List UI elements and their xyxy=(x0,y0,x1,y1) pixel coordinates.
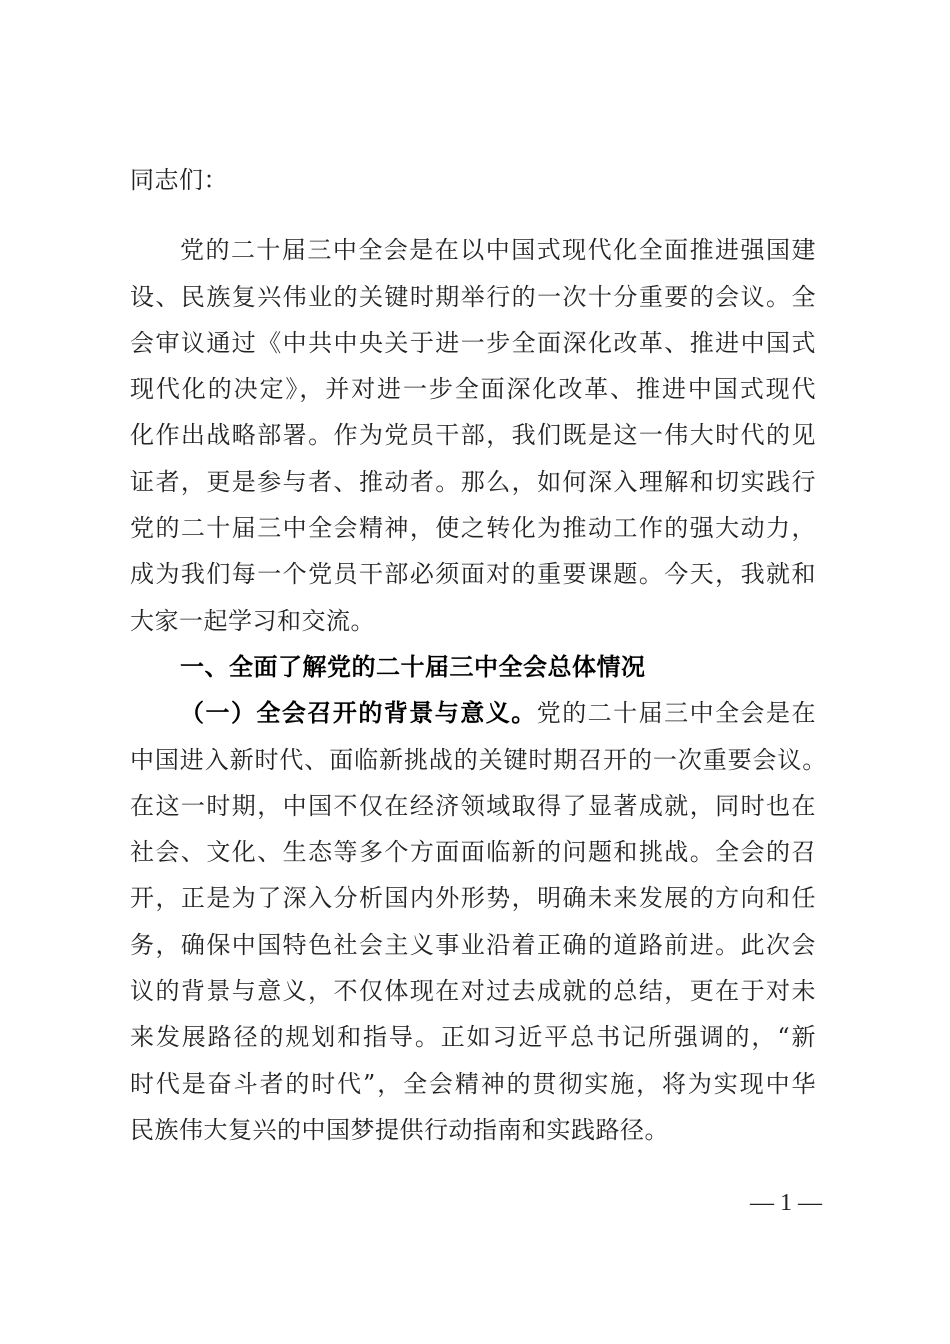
section-heading: 一、全面了解党的二十届三中全会总体情况 xyxy=(180,652,646,681)
paragraph-line: 务，确保中国特色社会主义事业沿着正确的道路前进。此次会 xyxy=(130,930,816,959)
paragraph-line: 设、民族复兴伟业的关键时期举行的一次十分重要的会议。全 xyxy=(130,282,816,311)
paragraph-line: 会审议通过《中共中央关于进一步全面深化改革、推进中国式 xyxy=(130,328,816,357)
paragraph-line: 议的背景与意义，不仅体现在对过去成就的总结，更在于对未 xyxy=(130,977,816,1006)
paragraph-line: 开，正是为了深入分析国内外形势，明确未来发展的方向和任 xyxy=(130,884,816,913)
page-number: — 1 — xyxy=(750,1190,822,1216)
document-body xyxy=(130,157,828,1153)
paragraph-line: 成为我们每一个党员干部必须面对的重要课题。今天，我就和 xyxy=(130,560,816,589)
paragraph-line: 化作出战略部署。作为党员干部，我们既是这一伟大时代的见 xyxy=(130,421,816,450)
intro-paragraph xyxy=(130,227,816,644)
salutation: 同志们： xyxy=(130,166,228,194)
paragraph-line: 大家一起学习和交流。 xyxy=(130,606,375,635)
paragraph-line: 社会、文化、生态等多个方面面临新的问题和挑战。全会的召 xyxy=(130,838,816,867)
paragraph-line: 来发展路径的规划和指导。正如习近平总书记所强调的，“新 xyxy=(130,1023,816,1052)
paragraph-line: 党的二十届三中全会是在以中国式现代化全面推进强国建 xyxy=(180,236,816,265)
paragraph-line: 民族伟大复兴的中国梦提供行动指南和实践路径。 xyxy=(130,1115,669,1144)
paragraph-line: 在这一时期，中国不仅在经济领域取得了显著成就，同时也在 xyxy=(130,791,816,820)
paragraph-text: 党的二十届三中全会是在 xyxy=(536,699,817,728)
paragraph-line: 证者，更是参与者、推动者。那么，如何深入理解和切实践行 xyxy=(130,467,816,496)
paragraph-line: 中国进入新时代、面临新挑战的关键时期召开的一次重要会议。 xyxy=(130,745,828,774)
paragraph-line: 时代是奋斗者的时代”，全会精神的贯彻实施，将为实现中华 xyxy=(130,1069,816,1098)
subheading: （一）全会召开的背景与意义。 xyxy=(180,698,537,728)
section-paragraph xyxy=(130,690,828,1153)
paragraph-line xyxy=(130,690,816,736)
paragraph-line: 现代化的决定》，并对进一步全面深化改革、推进中国式现代 xyxy=(130,375,816,404)
paragraph-line: 党的二十届三中全会精神，使之转化为推动工作的强大动力， xyxy=(130,514,816,543)
